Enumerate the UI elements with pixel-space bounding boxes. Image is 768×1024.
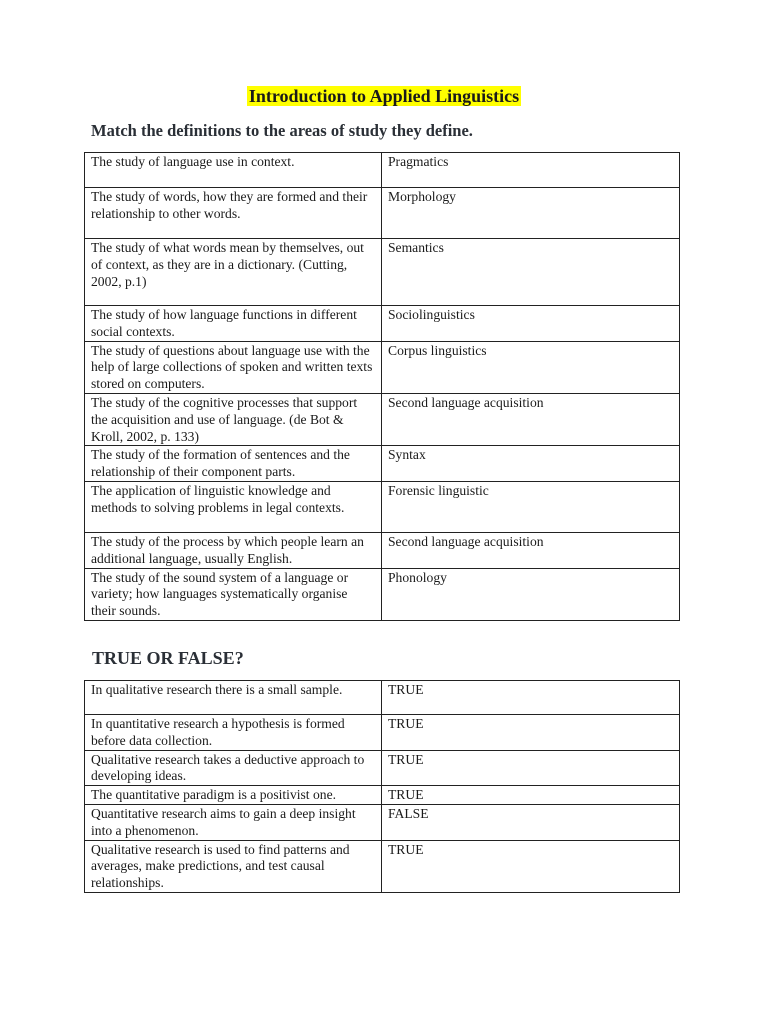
answer-cell: TRUE [382,750,680,786]
table-row [85,341,680,393]
table-row [85,804,680,840]
area-cell: Syntax [382,446,680,482]
table-row [85,715,680,751]
statement-cell: Quantitative research aims to gain a deep insight into a phenomenon. [85,804,382,840]
definition-cell: The study of words, how they are formed and their relationship to other words. [85,188,382,239]
table-row [85,306,680,342]
area-cell: Pragmatics [382,153,680,188]
statement-cell: Qualitative research takes a deductive approach to developing ideas. [85,750,382,786]
statement-cell: The quantitative paradigm is a positivist one. [85,786,382,805]
statement-cell: In quantitative research a hypothesis is formed before data collection. [85,715,382,751]
table-row [85,750,680,786]
area-cell: Sociolinguistics [382,306,680,342]
statement-cell: Qualitative research is used to find patterns and averages, make predictions, and test causal relationships. [85,840,382,892]
table-row [85,153,680,188]
area-cell: Forensic linguistic [382,481,680,532]
definition-cell: The study of questions about language use with the help of large collections of spoken and written texts stored on computers. [85,341,382,393]
match-table [84,152,680,621]
area-cell: Second language acquisition [382,532,680,568]
table-row [85,786,680,805]
table-row [85,681,680,715]
definition-cell: The study of how language functions in different social contexts. [85,306,382,342]
table-row [85,393,680,445]
true-false-table [84,680,680,893]
table-row [85,840,680,892]
answer-cell: TRUE [382,840,680,892]
answer-cell: TRUE [382,786,680,805]
match-instructions: Match the definitions to the areas of study they define. [91,121,473,140]
definition-cell: The study of the sound system of a language or variety; how languages systematically organise their sounds. [85,568,382,620]
area-cell: Phonology [382,568,680,620]
answer-cell: TRUE [382,681,680,715]
table-row [85,446,680,482]
definition-cell: The application of linguistic knowledge and methods to solving problems in legal contexts. [85,481,382,532]
table-row [85,568,680,620]
area-cell: Second language acquisition [382,393,680,445]
area-cell: Corpus linguistics [382,341,680,393]
definition-cell: The study of language use in context. [85,153,382,188]
answer-cell: TRUE [382,715,680,751]
table-row [85,532,680,568]
answer-cell: FALSE [382,804,680,840]
area-cell: Morphology [382,188,680,239]
table-row [85,481,680,532]
definition-cell: The study of what words mean by themselves, out of context, as they are in a dictionary. (Cutting, 2002, p.1) [85,239,382,306]
table-row [85,239,680,306]
statement-cell: In qualitative research there is a small sample. [85,681,382,715]
definition-cell: The study of the formation of sentences and the relationship of their component parts. [85,446,382,482]
definition-cell: The study of the cognitive processes that support the acquisition and use of language. (de Bot & Kroll, 2002, p. 133) [85,393,382,445]
document-title [0,86,768,107]
table-row [85,188,680,239]
document-title-text: Introduction to Applied Linguistics [248,86,520,106]
true-false-heading: TRUE OR FALSE? [92,648,244,668]
definition-cell: The study of the process by which people learn an additional language, usually English. [85,532,382,568]
area-cell: Semantics [382,239,680,306]
